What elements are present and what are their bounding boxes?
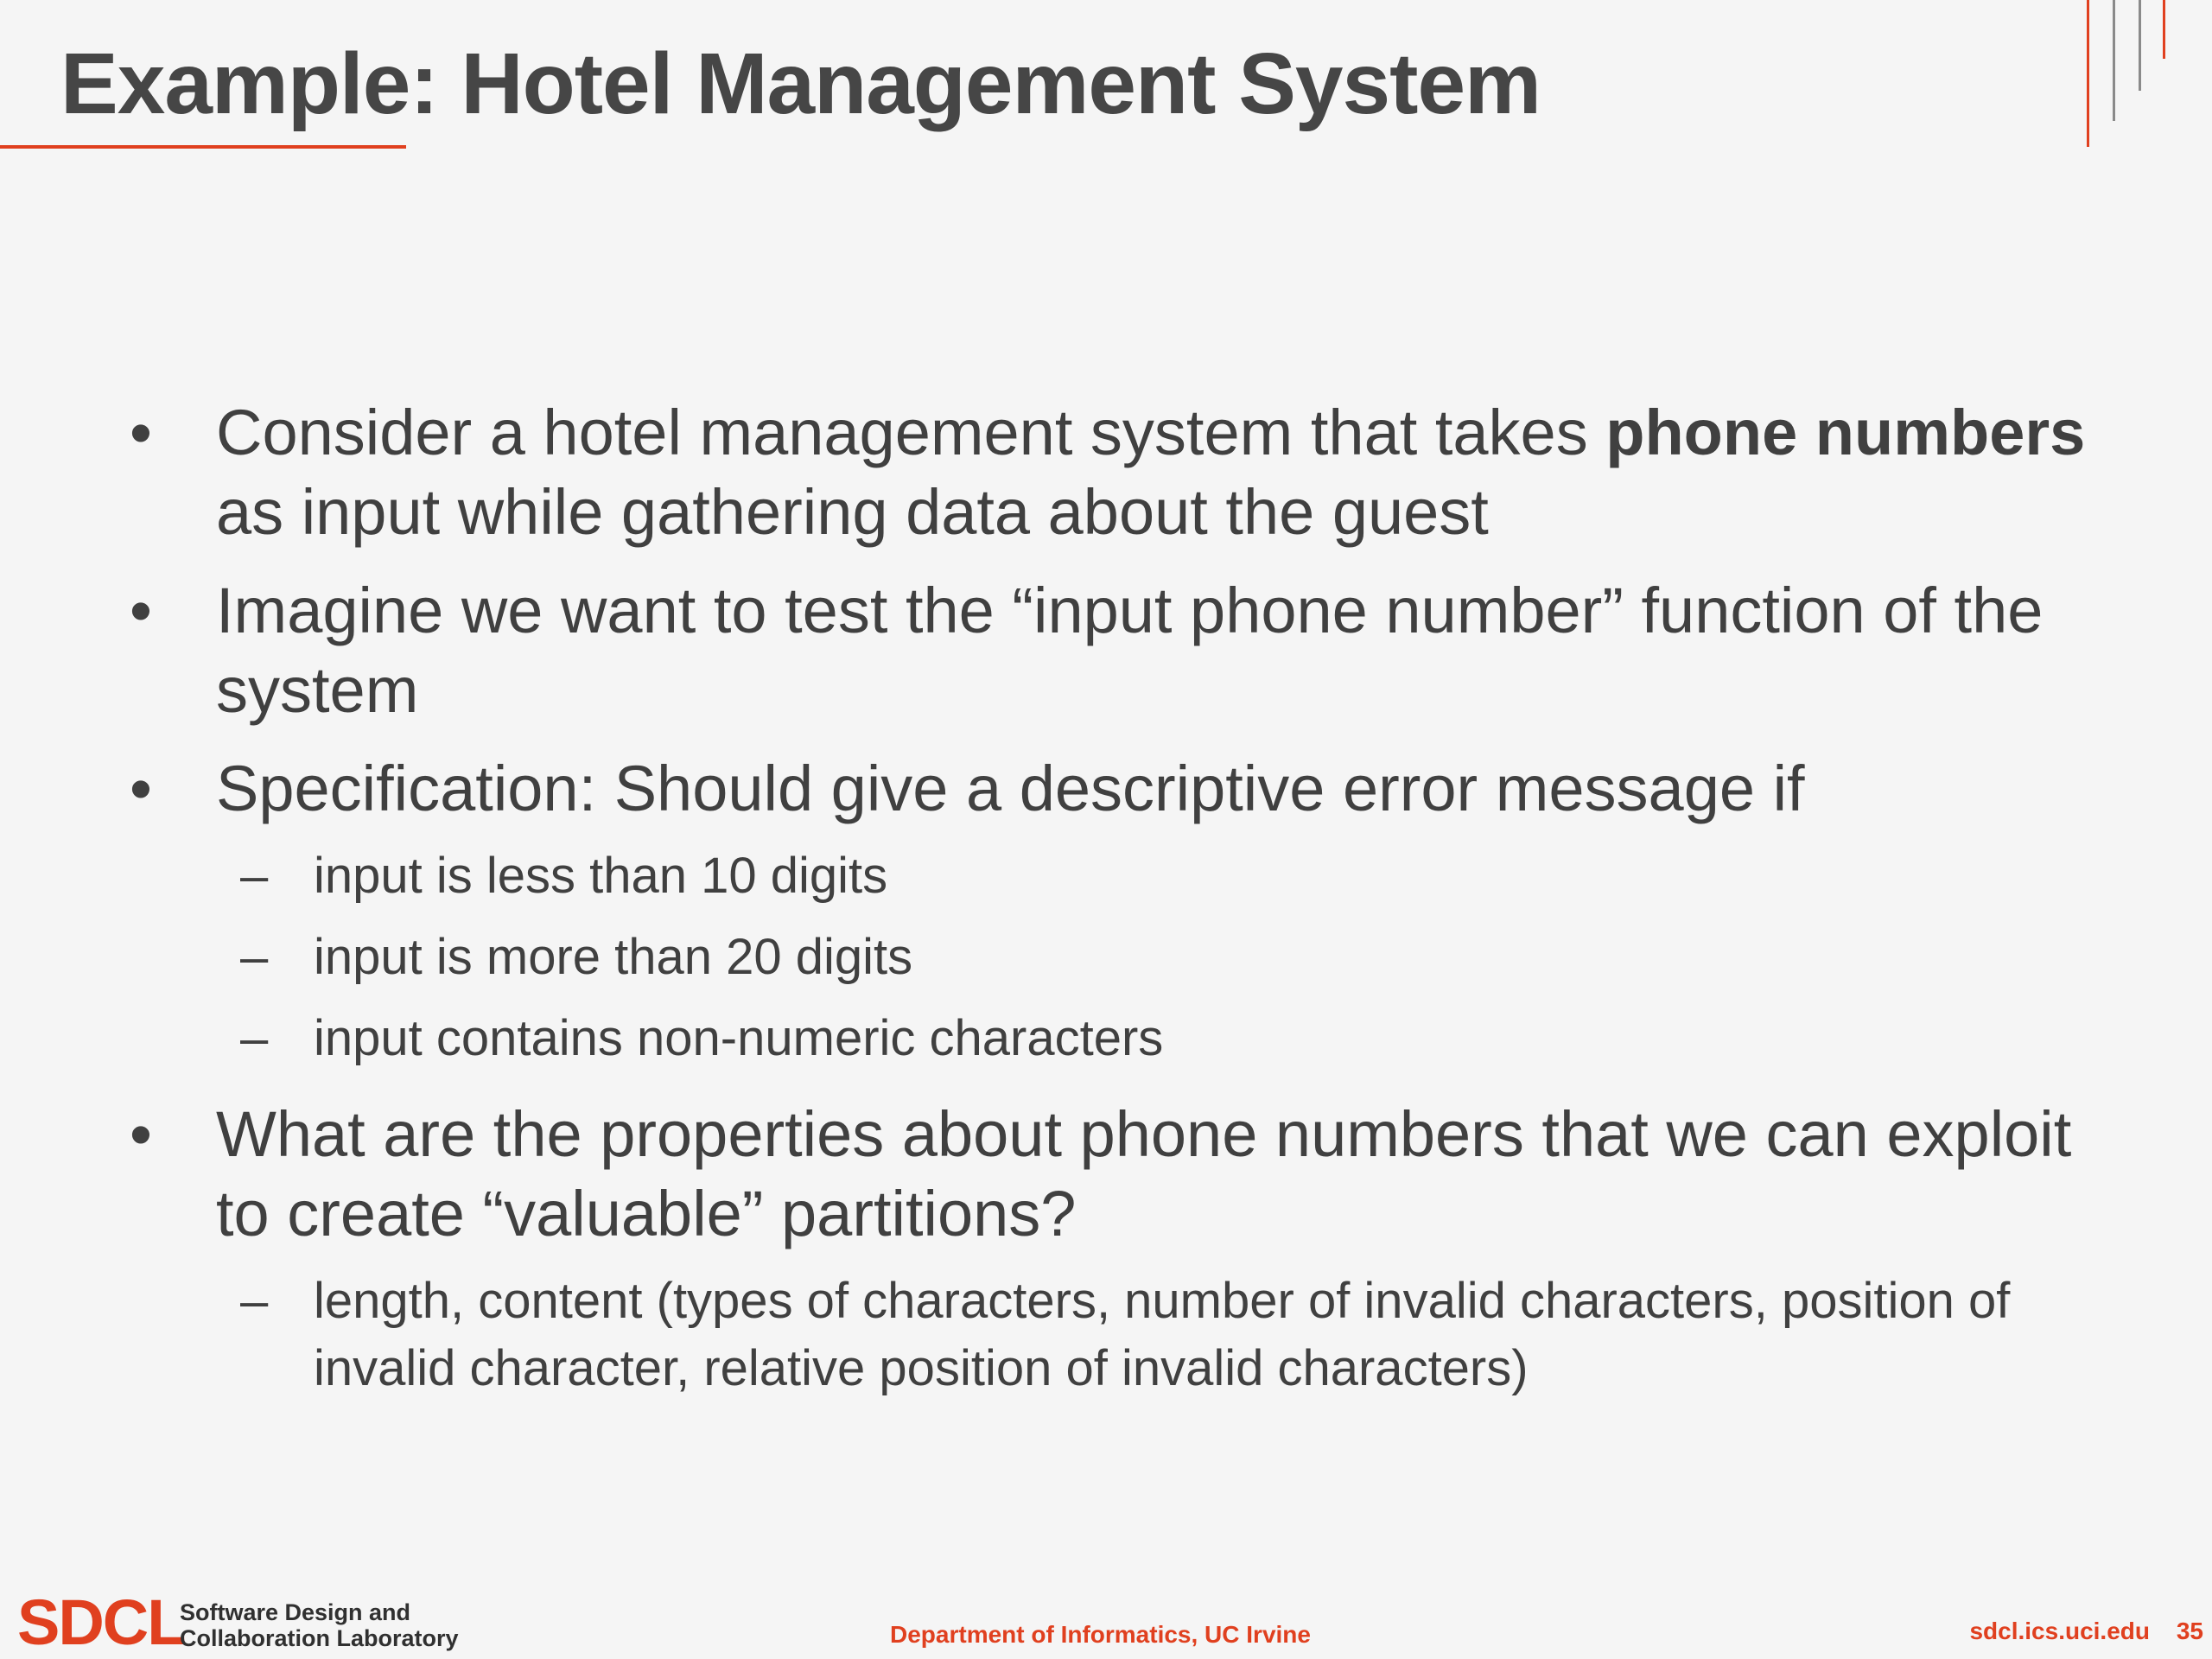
title-underline [0, 145, 406, 149]
sub-list [130, 842, 2117, 1072]
bullet-item [130, 749, 2117, 829]
slide-title: Example: Hotel Management System [60, 35, 1541, 132]
bullet-item [130, 571, 2117, 730]
decor-line-4 [2163, 0, 2165, 59]
bullet-item [130, 1095, 2117, 1254]
footer-department: Department of Informatics, UC Irvine [890, 1621, 1311, 1648]
bullet-dot: • [130, 397, 152, 468]
sub-list [130, 1268, 2117, 1402]
bullet-text: What are the properties about phone numbers that we can exploit to create “valuable” partitions? [216, 1098, 2072, 1249]
bullet-dot: • [130, 1098, 152, 1170]
sub-item [130, 924, 2117, 991]
sub-item [130, 1268, 2117, 1402]
bullet-text-bold: phone numbers [1605, 397, 2086, 468]
logo-caption-line2: Collaboration Laboratory [180, 1625, 459, 1651]
sub-text: input contains non-numeric characters [314, 1010, 1164, 1066]
sub-text: input is less than 10 digits [314, 848, 888, 904]
page-number: 35 [2176, 1618, 2203, 1644]
sub-dash: – [240, 929, 269, 985]
logo-caption-line1: Software Design and [180, 1599, 411, 1625]
decor-line-2 [2113, 0, 2115, 121]
sub-item [130, 842, 2117, 910]
sub-dash: – [240, 848, 269, 904]
logo-mark: SDCL [17, 1586, 185, 1658]
bullet-item [130, 393, 2117, 552]
sub-item [130, 1005, 2117, 1072]
bullet-dot: • [130, 753, 152, 824]
bullet-text-post: as input while gathering data about the guest [216, 476, 1489, 548]
decor-line-3 [2139, 0, 2141, 91]
bullet-dot: • [130, 575, 152, 646]
footer-url: sdcl.ics.uci.edu [1969, 1618, 2150, 1644]
bullet-text-pre: Consider a hotel management system that takes [216, 397, 1606, 468]
sub-dash: – [240, 1010, 269, 1066]
sub-text: length, content (types of characters, number of invalid characters, position of invalid character, relative position of invalid characters) [314, 1273, 2011, 1396]
sub-text: input is more than 20 digits [314, 929, 913, 985]
slide-body [130, 393, 2117, 1425]
bullet-text: Specification: Should give a descriptive error message if [216, 753, 1805, 824]
sub-dash: – [240, 1273, 269, 1329]
logo-caption [180, 1599, 459, 1651]
decor-line-1 [2087, 0, 2089, 147]
bullet-text: Imagine we want to test the “input phone number” function of the system [216, 575, 2044, 726]
